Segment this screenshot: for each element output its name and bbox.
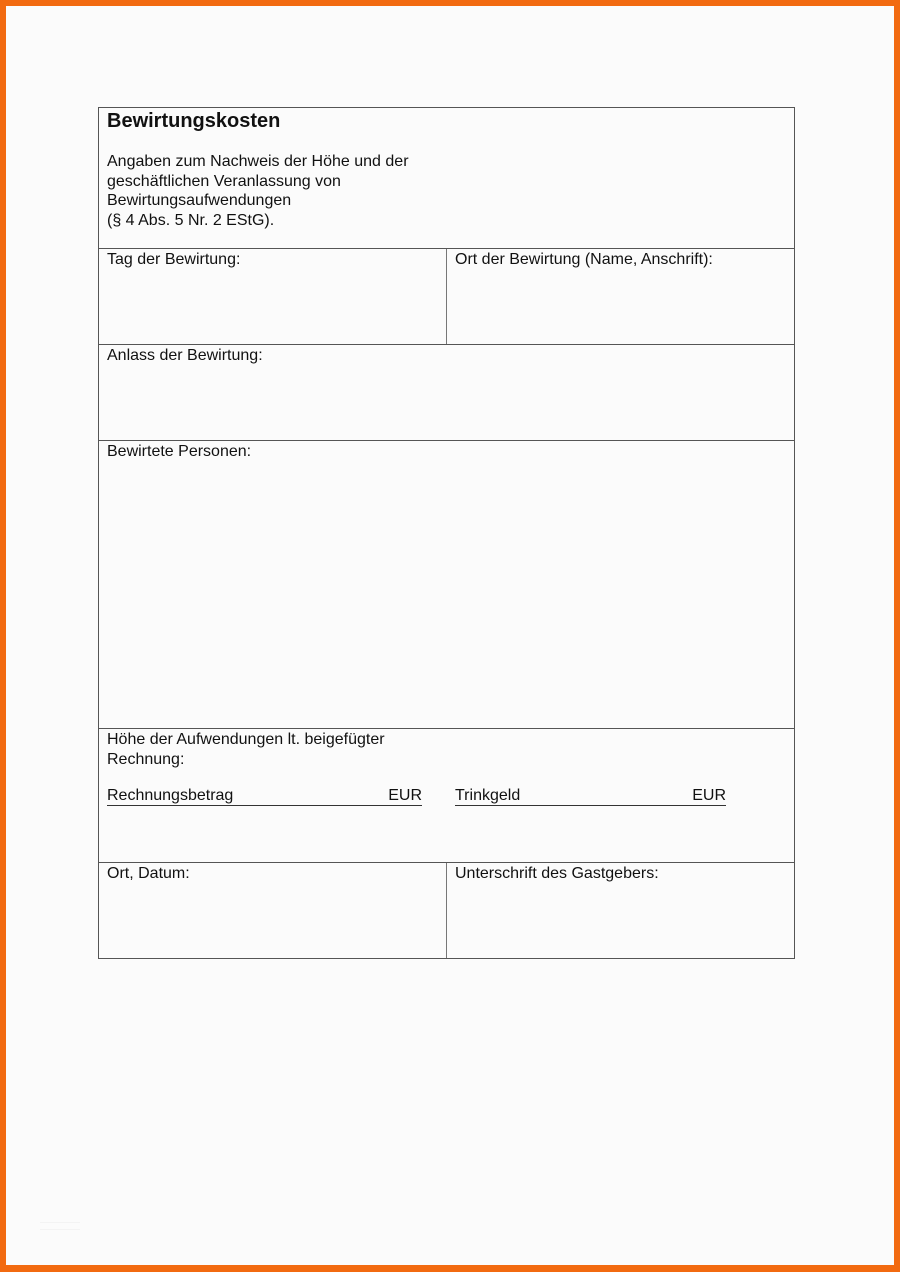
subtitle-line: (§ 4 Abs. 5 Nr. 2 EStG). — [107, 211, 275, 229]
personen-label: Bewirtete Personen: — [107, 443, 252, 460]
anlass-label: Anlass der Bewirtung: — [107, 347, 263, 364]
rechnungsbetrag-input[interactable] — [107, 786, 422, 806]
tag-der-bewirtung-field[interactable] — [99, 249, 447, 344]
faint-watermark — [40, 1222, 80, 1230]
date-place-row — [99, 249, 794, 345]
form-title: Bewirtungskosten — [107, 110, 281, 132]
header-row — [99, 108, 794, 249]
ort-der-bewirtung-field[interactable] — [447, 249, 794, 344]
signature-row — [99, 863, 794, 958]
ort-datum-label: Ort, Datum: — [107, 865, 190, 882]
subtitle-line: geschäftlichen Veranlassung von — [107, 172, 341, 190]
hoehe-label — [107, 730, 385, 769]
subtitle-line: Bewirtungsaufwendungen — [107, 192, 292, 209]
subtitle-line: Angaben zum Nachweis der Höhe und der — [107, 153, 409, 170]
ort-label: Ort der Bewirtung (Name, Anschrift): — [455, 251, 713, 268]
unterschrift-field[interactable] — [447, 863, 794, 958]
bewirtungskosten-form — [98, 107, 795, 959]
personen-row — [99, 441, 794, 729]
trinkgeld-label: Trinkgeld — [455, 787, 521, 804]
anlass-field[interactable] — [99, 345, 794, 440]
rechnungsbetrag-label: Rechnungsbetrag — [107, 787, 234, 804]
tag-label: Tag der Bewirtung: — [107, 251, 241, 268]
hoehe-label-line: Höhe der Aufwendungen lt. beigefügter — [107, 731, 385, 748]
hoehe-field — [99, 729, 794, 862]
bewirtete-personen-field[interactable] — [99, 441, 794, 728]
unterschrift-label: Unterschrift des Gastgebers: — [455, 865, 659, 882]
amount-row — [99, 729, 794, 863]
ort-datum-field[interactable] — [99, 863, 447, 958]
rechnungsbetrag-currency: EUR — [388, 787, 422, 804]
trinkgeld-input[interactable] — [455, 786, 726, 806]
form-subtitle — [107, 152, 409, 230]
trinkgeld-currency: EUR — [692, 787, 726, 804]
anlass-row — [99, 345, 794, 441]
hoehe-label-line: Rechnung: — [107, 750, 185, 768]
